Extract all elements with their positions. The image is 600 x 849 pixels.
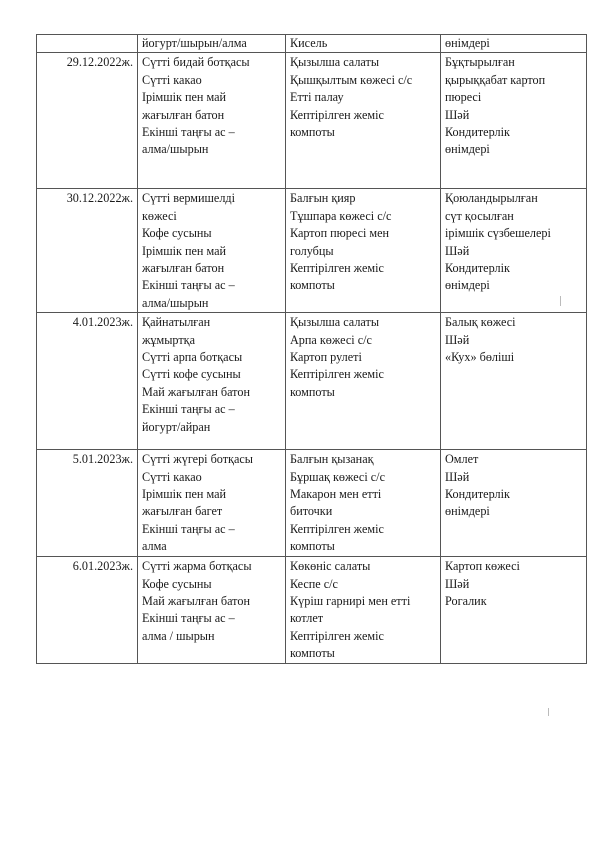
menu-item: Сүтті арпа ботқасы — [142, 350, 243, 365]
menu-item: Кептірілген жеміс — [290, 521, 384, 536]
menu-item: голубцы — [290, 243, 334, 258]
table-row — [37, 450, 587, 557]
menu-item: Екінші таңғы ас – — [142, 125, 235, 140]
menu-item: өнімдері — [445, 278, 490, 293]
menu-item: Май жағылған батон — [142, 594, 250, 609]
menu-item: өнімдері — [445, 142, 490, 157]
menu-item: компоты — [290, 384, 335, 399]
menu-table-body — [37, 35, 587, 664]
menu-item: Рогалик — [445, 594, 487, 609]
menu-item: Сүтті какао — [142, 469, 202, 484]
menu-item: Қызылша салаты — [290, 315, 380, 330]
scan-mark — [560, 296, 561, 306]
lunch-cell — [286, 53, 441, 189]
menu-item: жағылған батон — [142, 107, 225, 122]
menu-item: Шәй — [445, 107, 470, 122]
menu-item: биточки — [290, 504, 333, 519]
breakfast-cell — [138, 557, 286, 663]
menu-item: Сүтті кофе сусыны — [142, 367, 241, 382]
menu-item: Күріш гарнирі мен етті — [290, 594, 411, 609]
menu-item: жағылған батон — [142, 261, 225, 276]
breakfast-cell — [138, 313, 286, 450]
lunch-cell — [286, 450, 441, 557]
menu-item: Ірімшік пен май — [142, 487, 227, 502]
dinner-cell — [441, 189, 587, 313]
menu-item: сүт қосылған — [445, 208, 514, 223]
menu-item: көжесі — [142, 208, 177, 223]
menu-item: алма — [142, 539, 167, 554]
date-cell: 4.01.2023ж. — [37, 313, 138, 450]
menu-item: алма / шырын — [142, 628, 215, 643]
menu-item: Қоюландырылған — [445, 191, 538, 206]
menu-table — [36, 34, 587, 664]
date-cell: 29.12.2022ж. — [37, 53, 138, 189]
menu-item: Омлет — [445, 452, 479, 467]
header-cell-breakfast: йогурт/шырын/алма — [138, 35, 286, 53]
menu-item: Сүтті какао — [142, 72, 202, 87]
menu-item: Шәй — [445, 469, 470, 484]
table-row — [37, 53, 587, 189]
menu-item: қырыққабат картоп — [445, 72, 546, 87]
header-row — [37, 35, 587, 53]
date-cell: 5.01.2023ж. — [37, 450, 138, 557]
menu-item: Арпа көжесі с/с — [290, 332, 372, 347]
menu-item: Картоп пюресі мен — [290, 226, 390, 241]
menu-item: өнімдері — [445, 504, 490, 519]
menu-item: Картоп рулеті — [290, 350, 362, 365]
menu-item: Екінші таңғы ас – — [142, 402, 235, 417]
menu-item: Көкөніс салаты — [290, 559, 371, 574]
table-row — [37, 313, 587, 450]
header-cell-lunch: Кисель — [286, 35, 441, 53]
menu-item: компоты — [290, 539, 335, 554]
menu-item: Екінші таңғы ас – — [142, 278, 235, 293]
menu-item: котлет — [290, 611, 324, 626]
menu-item: Екінші таңғы ас – — [142, 611, 235, 626]
menu-item: Қышқылтым көжесі с/с — [290, 72, 413, 87]
scan-mark — [548, 708, 549, 716]
menu-item: Балғын қияр — [290, 191, 356, 206]
menu-item: жұмыртқа — [142, 332, 196, 347]
lunch-cell — [286, 189, 441, 313]
menu-item: алма/шырын — [142, 295, 209, 310]
breakfast-cell — [138, 53, 286, 189]
menu-item: Шәй — [445, 576, 470, 591]
menu-item: Кеспе с/с — [290, 576, 338, 591]
menu-item: йогурт/айран — [142, 419, 211, 434]
menu-item: Картоп көжесі — [445, 559, 520, 574]
dinner-cell — [441, 557, 587, 663]
menu-item: Кофе сусыны — [142, 226, 212, 241]
menu-item: Кептірілген жеміс — [290, 261, 384, 276]
menu-item: Сүтті жүгері ботқасы — [142, 452, 253, 467]
menu-item: Қайнатылған — [142, 315, 211, 330]
menu-item: Сүтті жарма ботқасы — [142, 559, 252, 574]
menu-item: Қызылша салаты — [290, 55, 380, 70]
menu-item: Кептірілген жеміс — [290, 367, 384, 382]
menu-item: Сүтті вермишелді — [142, 191, 236, 206]
menu-item: Сүтті бидай ботқасы — [142, 55, 250, 70]
menu-item: Ірімшік пен май — [142, 90, 227, 105]
menu-item: Бұқтырылған — [445, 55, 515, 70]
menu-item: Бұршақ көжесі с/с — [290, 469, 385, 484]
menu-item: Кептірілген жеміс — [290, 628, 384, 643]
menu-item: Балық көжесі — [445, 315, 516, 330]
menu-item: Шәй — [445, 332, 470, 347]
menu-item: Кофе сусыны — [142, 576, 212, 591]
table-row — [37, 189, 587, 313]
menu-item: Кондитерлік — [445, 125, 510, 140]
dinner-cell — [441, 53, 587, 189]
menu-item: Етті палау — [290, 90, 344, 105]
table-row — [37, 557, 587, 663]
menu-item: Макарон мен етті — [290, 487, 382, 502]
menu-item: компоты — [290, 125, 335, 140]
menu-item: пюресі — [445, 90, 482, 105]
menu-item: Кептірілген жеміс — [290, 107, 384, 122]
menu-item: Кондитерлік — [445, 261, 510, 276]
menu-item: Шәй — [445, 243, 470, 258]
menu-item: Кондитерлік — [445, 487, 510, 502]
menu-item: Балғын қызанақ — [290, 452, 374, 467]
menu-item: жағылған багет — [142, 504, 223, 519]
date-cell: 30.12.2022ж. — [37, 189, 138, 313]
menu-item: Екінші таңғы ас – — [142, 521, 235, 536]
date-cell: 6.01.2023ж. — [37, 557, 138, 663]
header-cell-dinner: өнімдері — [441, 35, 587, 53]
dinner-cell — [441, 313, 587, 450]
breakfast-cell — [138, 189, 286, 313]
menu-item: Май жағылған батон — [142, 384, 250, 399]
lunch-cell — [286, 313, 441, 450]
menu-item: алма/шырын — [142, 142, 209, 157]
menu-item: Ірімшік пен май — [142, 243, 227, 258]
menu-item: компоты — [290, 278, 335, 293]
breakfast-cell — [138, 450, 286, 557]
lunch-cell — [286, 557, 441, 663]
dinner-cell — [441, 450, 587, 557]
menu-item: «Кух» бөліші — [445, 350, 515, 365]
menu-item: компоты — [290, 646, 335, 661]
menu-item: Тұшпара көжесі с/с — [290, 208, 392, 223]
menu-item: ірімшік сүзбешелері — [445, 226, 551, 241]
header-cell-date — [37, 35, 138, 53]
